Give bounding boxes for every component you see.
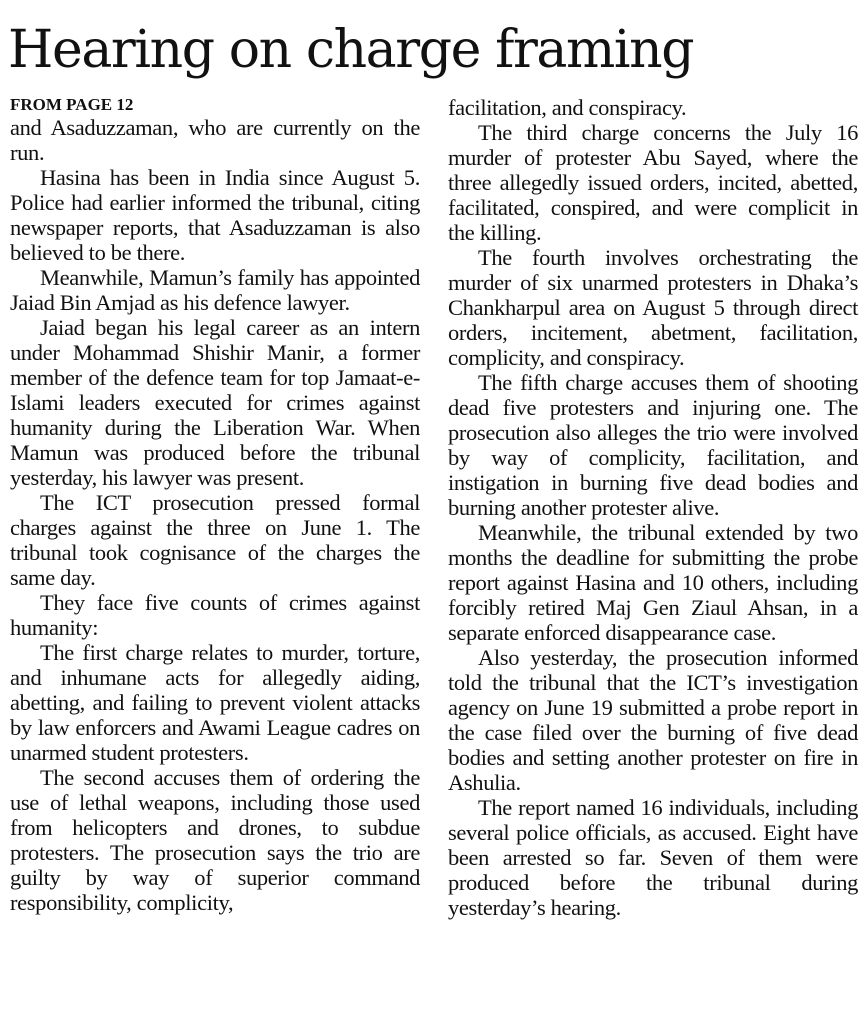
- paragraph: The ICT prosecution pressed formal charges against the three on June 1. The tribunal took cognisance of the charges the same day.: [10, 490, 420, 590]
- paragraph: The report named 16 individuals, including several police officials, as accused. Eight have been arrested so far. Seven of them were produced before the tribunal during yesterday’s hearing.: [448, 795, 858, 920]
- paragraph: The fourth involves orchestrating the murder of six unarmed protesters in Dhaka’s Chankharpul area on August 5 through direct orders, incitement, abetment, facilitation, complicity, and conspiracy.: [448, 245, 858, 370]
- paragraph: and Asaduzzaman, who are currently on the run.: [10, 115, 420, 165]
- paragraph: facilitation, and conspiracy.: [448, 95, 687, 120]
- paragraph: The first charge relates to murder, torture, and inhumane acts for allegedly aiding, abetting, and failing to prevent violent attacks by law enforcers and Awami League cadres on unarmed student protesters.: [10, 640, 420, 765]
- paragraph: Jaiad began his legal career as an intern under Mohammad Shishir Manir, a former member of the defence team for top Jamaat-e-Islami leaders executed for crimes against humanity during the Liberation War. When Mamun was produced before the tribunal yesterday, his lawyer was present.: [10, 315, 420, 490]
- paragraph: Also yesterday, the prosecution informed told the tribunal that the ICT’s investigation agency on June 19 submitted a probe report in the case filed over the burning of five dead bodies and setting another protester on fire in Ashulia.: [448, 645, 858, 795]
- article-column-left: [10, 95, 420, 915]
- headline: Hearing on charge framing: [8, 20, 694, 80]
- paragraph: They face five counts of crimes against humanity:: [10, 590, 420, 640]
- jump-line: FROM PAGE 12: [10, 95, 134, 114]
- paragraph: Meanwhile, the tribunal extended by two months the deadline for submitting the probe report against Hasina and 10 others, including forcibly retired Maj Gen Ziaul Ahsan, in a separate enforced disappearance case.: [448, 520, 858, 645]
- paragraph: The fifth charge accuses them of shooting dead five protesters and injuring one. The prosecution also alleges the trio were involved by way of complicity, facilitation, and instigation in burning five dead bodies and burning another protester alive.: [448, 370, 858, 520]
- article-column-right: [448, 95, 858, 920]
- paragraph: The second accuses them of ordering the use of lethal weapons, including those used from helicopters and drones, to subdue protesters. The prosecution says the trio are guilty by way of superior command responsibility, complicity,: [10, 765, 420, 915]
- paragraph: Hasina has been in India since August 5. Police had earlier informed the tribunal, citing newspaper reports, that Asaduzzaman is also believed to be there.: [10, 165, 420, 265]
- paragraph: The third charge concerns the July 16 murder of protester Abu Sayed, where the three allegedly issued orders, incited, abetted, facilitated, conspired, and were complicit in the killing.: [448, 120, 858, 245]
- paragraph: Meanwhile, Mamun’s family has appointed Jaiad Bin Amjad as his defence lawyer.: [10, 265, 420, 315]
